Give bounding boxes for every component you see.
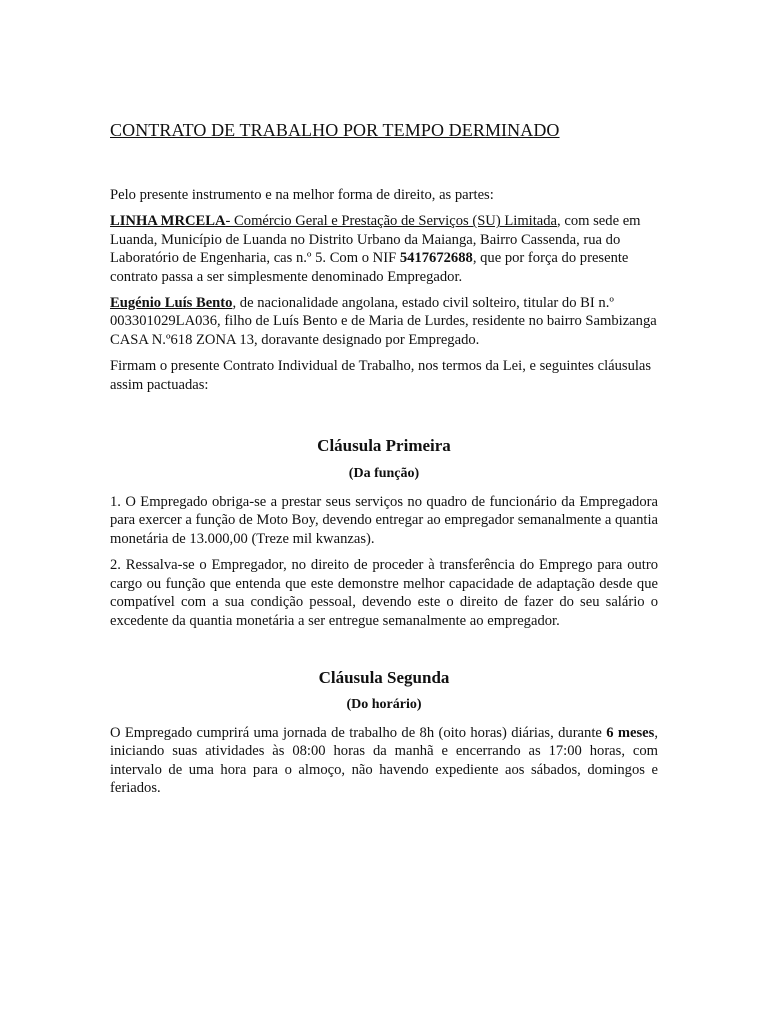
agreement-paragraph: Firmam o presente Contrato Individual de Trabalho, nos termos da Lei, e seguintes cláusulas assim pactuadas: xyxy=(110,358,652,393)
employer-company: - Comércio Geral e Prestação de Serviços (SU) Limitada xyxy=(225,213,558,230)
clause-1-subtitle: (Da função) xyxy=(348,466,420,482)
clause-2-duration: 6 meses xyxy=(606,724,655,741)
employee-paragraph xyxy=(110,294,658,349)
employer-details-end: , que por força do presente contrato passa a ser simplesmente denominado Empregador. xyxy=(110,250,629,285)
employee-details: , de nacionalidade angolana, estado civil solteiro, titular do BI n.º 003301029LA036, filho de Luís Bento e de Maria de Lurdes, residente no bairro Sambizanga CASA N.º618 ZONA 13, doravante designado por Empregado. xyxy=(110,295,657,348)
clause-2-title: Cláusula Segunda xyxy=(318,667,450,687)
clause-2-subtitle: (Do horário) xyxy=(346,696,422,712)
clause-2-text-end: , iniciando suas atividades às 08:00 horas da manhã e encerrando as 17:00 horas, com intervalo de uma hora para o almoço, não havendo expediente aos sábados, domingos e feriados. xyxy=(110,724,658,797)
clause-2-paragraph xyxy=(110,724,658,798)
employer-details: , com sede em Luanda, Município de Luanda no Distrito Urbano da Maianga, Bairro Cassenda, rua do Laboratório de Engenharia, cas n.º 5. Com o NIF xyxy=(110,213,641,267)
clause-1-item-2: 2. Ressalva-se o Empregador, no direito de proceder à transferência do Emprego para outro cargo ou função que entenda que este demonstre melhor capacidade de adaptação desde que compatível com a sua condição pessoal, devendo este o direito de fazer do seu salário o excedente da quantia monetária a ser entregue semanalmente ao empregador. xyxy=(110,557,658,629)
clause-2-text-start: O Empregado cumprirá uma jornada de trabalho de 8h (oito horas) diárias, durante xyxy=(110,724,607,741)
employer-paragraph xyxy=(110,212,658,286)
clause-1-title: Cláusula Primeira xyxy=(317,436,451,456)
employer-name: LINHA MRCELA xyxy=(110,213,226,230)
intro-paragraph: Pelo presente instrumento e na melhor forma de direito, as partes: xyxy=(110,187,494,203)
employer-nif: 5417672688 xyxy=(399,250,473,267)
clause-1-item-1: 1. O Empregado obriga-se a prestar seus serviços no quadro de funcionário da Empregadora para exercer a função de Moto Boy, devendo entregar ao empregador semanalmente a quantia monetária de 13.000,00 (Treze mil kwanzas). xyxy=(110,494,658,547)
employee-name: Eugénio Luís Bento xyxy=(110,295,233,312)
document-page xyxy=(110,120,658,798)
document-title: CONTRATO DE TRABALHO POR TEMPO DERMINADO xyxy=(110,120,560,140)
